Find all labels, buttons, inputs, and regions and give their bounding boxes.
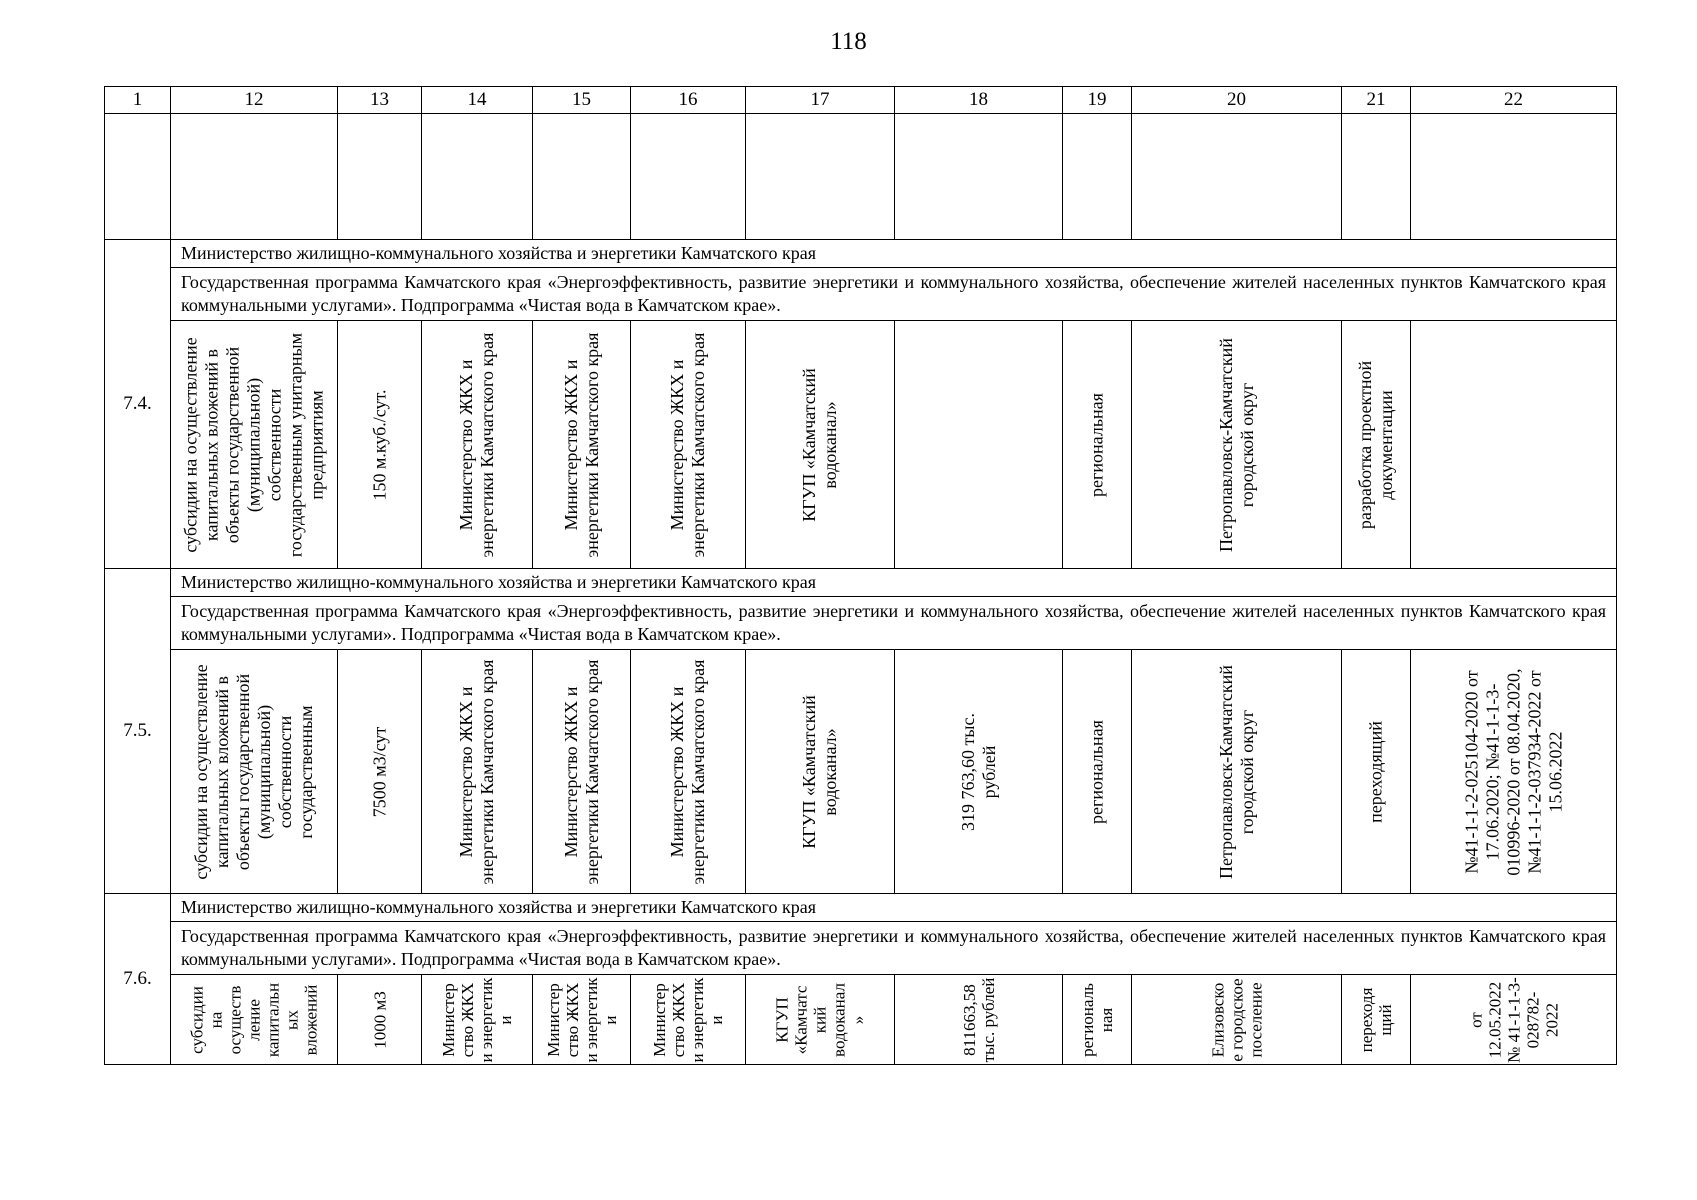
column-numbers-row — [105, 87, 1617, 114]
cell-text: 319 763,60 тыс. рублей — [957, 712, 999, 831]
cell-text: субсидии на осуществ ление капитальн ых вложений — [187, 982, 321, 1057]
cell-text: 1000 м3 — [370, 990, 389, 1049]
cell-cost — [895, 650, 1063, 894]
cell-cost — [895, 975, 1063, 1065]
column-number: 13 — [338, 87, 422, 114]
empty-cell — [895, 114, 1063, 240]
column-number: 12 — [171, 87, 338, 114]
row-number: 7.6. — [105, 894, 171, 1065]
cell-text: Елизовско е городское поселение — [1208, 977, 1265, 1062]
column-number: 22 — [1411, 87, 1617, 114]
cell-expertise — [1411, 650, 1617, 894]
cell-text: Министерство ЖКХ и энергетики Камчатского края — [560, 659, 602, 884]
cell-text: Петропавловск-Камчатский городской округ — [1215, 337, 1257, 552]
project-row — [105, 975, 1617, 1065]
empty-cell — [746, 114, 895, 240]
empty-cell — [1411, 114, 1617, 240]
cell-capacity — [338, 975, 422, 1065]
cell-status — [1342, 975, 1411, 1065]
ministry-name: Министерство жилищно-коммунального хозяйства и энергетики Камчатского края — [171, 240, 1617, 268]
cell-text: Министерство ЖКХ и энергетики Камчатского края — [560, 332, 602, 557]
cell-level — [1063, 650, 1132, 894]
column-number: 20 — [1132, 87, 1342, 114]
cell-responsible — [631, 975, 746, 1065]
cell-text: Министерство ЖКХ и энергетики Камчатского края — [667, 659, 708, 884]
cell-developer — [533, 650, 631, 894]
column-number: 1 — [105, 87, 171, 114]
cell-responsible — [631, 650, 746, 894]
ministry-name: Министерство жилищно-коммунального хозяйства и энергетики Камчатского края — [171, 894, 1617, 922]
cell-text: №41-1-1-2-025104-2020 от 17.06.2020; №41-1-1-3-010996-2020 от 08.04.2020, №41-1-1-2-037934-2022 от 15.06.2022 — [1461, 667, 1565, 876]
program-name: Государственная программа Камчатского края «Энергоэффективность, развитие энергетики и коммунального хозяйства, обеспечение жителей населенных пунктов Камчатского края коммунальными услугами». Подпрограмма «Чистая вода в Камчатском крае». — [171, 597, 1617, 650]
cell-developer — [533, 321, 631, 569]
cell-status — [1342, 650, 1411, 894]
cell-developer — [533, 975, 631, 1065]
program-row — [105, 922, 1617, 975]
cell-organization — [746, 321, 895, 569]
cell-text: Министерство ЖКХ и энергетики Камчатского края — [667, 332, 708, 557]
cell-funding-type — [171, 650, 338, 894]
ministry-name: Министерство жилищно-коммунального хозяйства и энергетики Камчатского края — [171, 569, 1617, 597]
empty-cell — [631, 114, 746, 240]
cell-funding-type — [171, 975, 338, 1065]
cell-text: 150 м.куб./сут. — [369, 388, 389, 501]
cell-text: переходящий — [1365, 720, 1386, 823]
cell-text: Министерство ЖКХ и энергетики Камчатского края — [456, 332, 497, 557]
column-number: 19 — [1063, 87, 1132, 114]
cell-text: КГУП «Камчатский водоканал» — [799, 694, 840, 849]
program-name: Государственная программа Камчатского края «Энергоэффективность, развитие энергетики и коммунального хозяйства, обеспечение жителей населенных пунктов Камчатского края коммунальными услугами». Подпрограмма «Чистая вода в Камчатском крае». — [171, 268, 1617, 321]
empty-cell — [1342, 114, 1411, 240]
program-row — [105, 268, 1617, 321]
column-number: 14 — [422, 87, 533, 114]
cell-capacity — [338, 321, 422, 569]
cell-customer — [422, 321, 533, 569]
empty-cell — [171, 114, 338, 240]
column-number: 17 — [746, 87, 895, 114]
project-row — [105, 650, 1617, 894]
cell-expertise — [1411, 975, 1617, 1065]
column-number: 21 — [1342, 87, 1411, 114]
empty-cell — [338, 114, 422, 240]
cell-cost — [895, 321, 1063, 569]
cell-text: от 12.05.2022 № 41-1-1-3-028782-2022 — [1466, 976, 1561, 1063]
ministry-row — [105, 894, 1617, 922]
empty-cell — [533, 114, 631, 240]
program-name: Государственная программа Камчатского края «Энергоэффективность, развитие энергетики и коммунального хозяйства, обеспечение жителей населенных пунктов Камчатского края коммунальными услугами». Подпрограмма «Чистая вода в Камчатском крае». — [171, 922, 1617, 975]
cell-organization — [746, 975, 895, 1065]
cell-text: разработка проектной документации — [1355, 360, 1396, 529]
cell-level — [1063, 975, 1132, 1065]
cell-text: переходя щий — [1357, 987, 1395, 1052]
cell-status — [1342, 321, 1411, 569]
cell-location — [1132, 321, 1342, 569]
cell-text: субсидии на осуществление капитальных вложений в объекты государственной (муниципальной) собственности государственным — [191, 663, 316, 880]
column-number: 15 — [533, 87, 631, 114]
column-number: 16 — [631, 87, 746, 114]
cell-text: Министерство ЖКХ и энергетики Камчатского края — [456, 659, 497, 884]
empty-cell — [1063, 114, 1132, 240]
cell-text: КГУП «Камчатс кий водоканал » — [772, 982, 868, 1057]
cell-responsible — [631, 321, 746, 569]
cell-expertise — [1411, 321, 1617, 569]
cell-text: региональная — [1086, 392, 1107, 497]
cell-text: Петропавловск-Камчатский городской округ — [1215, 664, 1257, 879]
cell-text: Министер ство ЖКХ и энергетик и — [439, 977, 515, 1062]
cell-text: Министер ство ЖКХ и энергетик и — [543, 977, 620, 1062]
page-number: 118 — [830, 28, 867, 55]
cell-text: Министер ство ЖКХ и энергетик и — [650, 977, 726, 1062]
cell-organization — [746, 650, 895, 894]
empty-continuation-row — [105, 114, 1617, 240]
empty-cell — [422, 114, 533, 240]
cell-text: субсидии на осуществление капитальных вложений в объекты государственной (муниципальной) собственности государственным унитарным предприятиям — [180, 332, 327, 557]
cell-location — [1132, 975, 1342, 1065]
cell-customer — [422, 975, 533, 1065]
cell-text: региональ ная — [1078, 982, 1116, 1057]
cell-text: региональная — [1086, 719, 1107, 824]
ministry-row — [105, 240, 1617, 268]
ministry-row — [105, 569, 1617, 597]
cell-text: 7500 м3/сут — [369, 726, 389, 817]
cell-text: КГУП «Камчатский водоканал» — [799, 367, 840, 522]
cell-level — [1063, 321, 1132, 569]
column-number: 18 — [895, 87, 1063, 114]
cell-capacity — [338, 650, 422, 894]
row-number: 7.5. — [105, 569, 171, 894]
empty-cell — [105, 114, 171, 240]
document-table — [104, 86, 1617, 1065]
program-row — [105, 597, 1617, 650]
cell-funding-type — [171, 321, 338, 569]
empty-cell — [1132, 114, 1342, 240]
cell-location — [1132, 650, 1342, 894]
cell-text: 811663,58 тыс. рублей — [959, 977, 998, 1062]
row-number: 7.4. — [105, 240, 171, 569]
project-row — [105, 321, 1617, 569]
cell-customer — [422, 650, 533, 894]
